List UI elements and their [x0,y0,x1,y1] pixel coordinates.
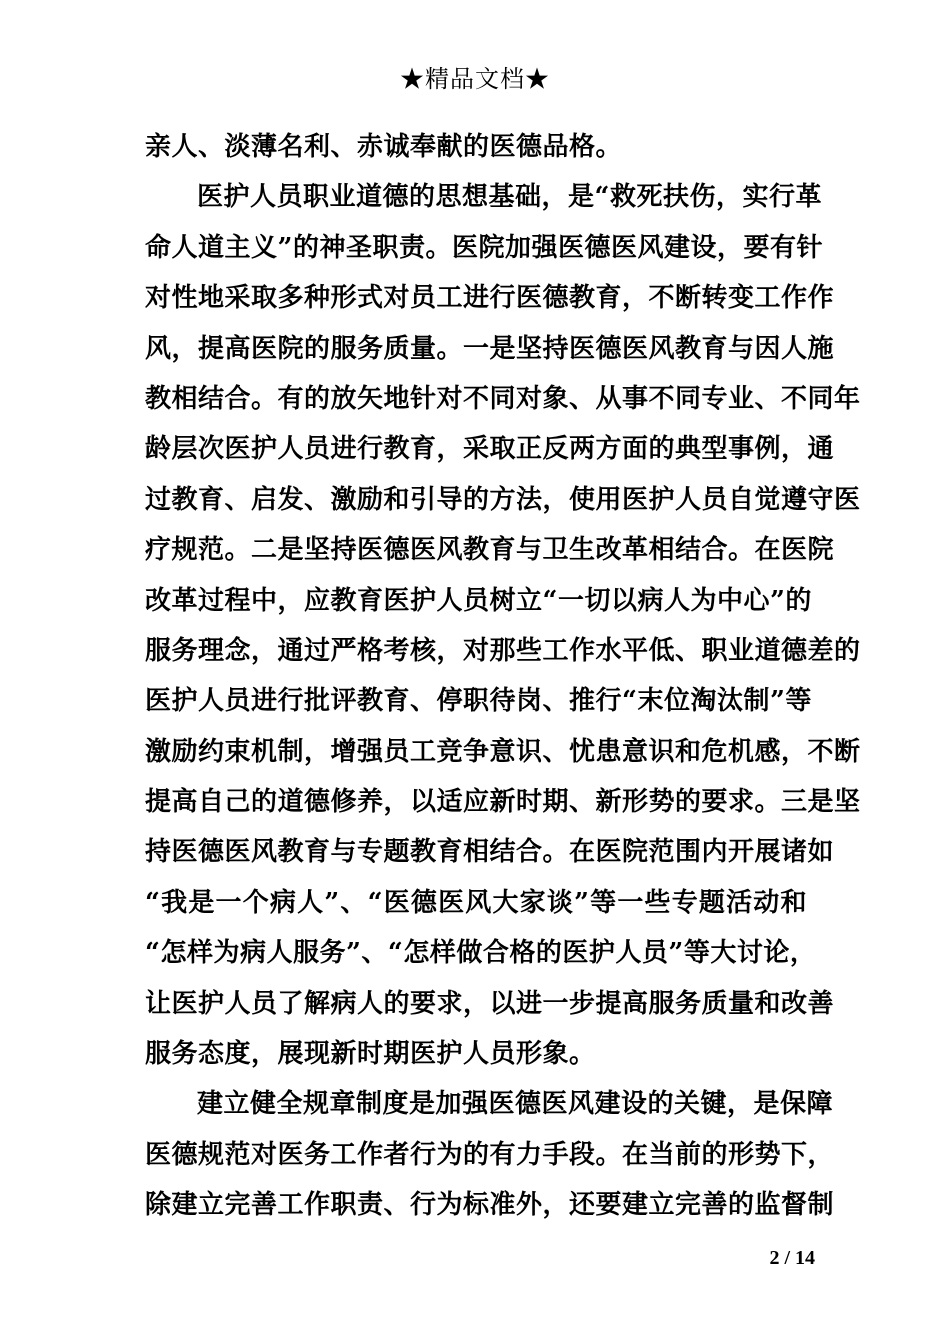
text-line: 改革过程中，应教育医护人员树立“一切以病人为中心”的 [145,585,812,616]
text-line: 亲人、淡薄名利、赤诚奉献的医德品格。 [145,132,623,162]
text-line: 过教育、启发、激励和引导的方法，使用医护人员自觉遵守医 [145,484,861,515]
text-line: 医护人员进行批评教育、停职待岗、推行“末位淘汰制”等 [145,686,812,717]
text-line: “我是一个病人”、“医德医风大家谈”等一些专题活动和 [145,887,807,918]
text-line: 持医德医风教育与专题教育相结合。在医院范围内开展诸如 [145,837,835,868]
text-line: 龄层次医护人员进行教育，采取正反两方面的典型事例，通 [145,434,835,465]
text-line: 提高自己的道德修养，以适应新时期、新形势的要求。三是坚 [145,787,861,818]
text-line: 除建立完善工作职责、行为标准外，还要建立完善的监督制 [145,1190,835,1221]
text-line: 风，提高医院的服务质量。一是坚持医德医风教育与因人施 [145,333,835,364]
text-line: 医德规范对医务工作者行为的有力手段。在当前的形势下， [145,1139,835,1170]
text-line: 命人道主义”的神圣职责。医院加强医德医风建设，要有针 [145,232,823,263]
text-line: 服务理念，通过严格考核，对那些工作水平低、职业道德差的 [145,635,861,666]
text-line: 教相结合。有的放矢地针对不同对象、从事不同专业、不同年 [145,383,861,414]
document-body [145,122,861,1231]
text-line: 激励约束机制，增强员工竞争意识、忧患意识和危机感，不断 [145,736,861,767]
text-line: 医护人员职业道德的思想基础，是“救死扶伤，实行革 [197,182,822,213]
text-line: 建立健全规章制度是加强医德医风建设的关键，是保障 [197,1089,834,1120]
page-number: 2 / 14 [769,1247,815,1269]
text-line: 让医护人员了解病人的要求，以进一步提高服务质量和改善 [145,988,835,1019]
text-line: 对性地采取多种形式对员工进行医德教育，不断转变工作作 [145,283,835,314]
text-line: 疗规范。二是坚持医德医风教育与卫生改革相结合。在医院 [145,535,835,566]
text-line: 服务态度，展现新时期医护人员形象。 [145,1039,596,1070]
document-header-title: ★精品文档★ [400,65,550,93]
text-line: “怎样为病人服务”、“怎样做合格的医护人员”等大讨论， [145,938,817,969]
